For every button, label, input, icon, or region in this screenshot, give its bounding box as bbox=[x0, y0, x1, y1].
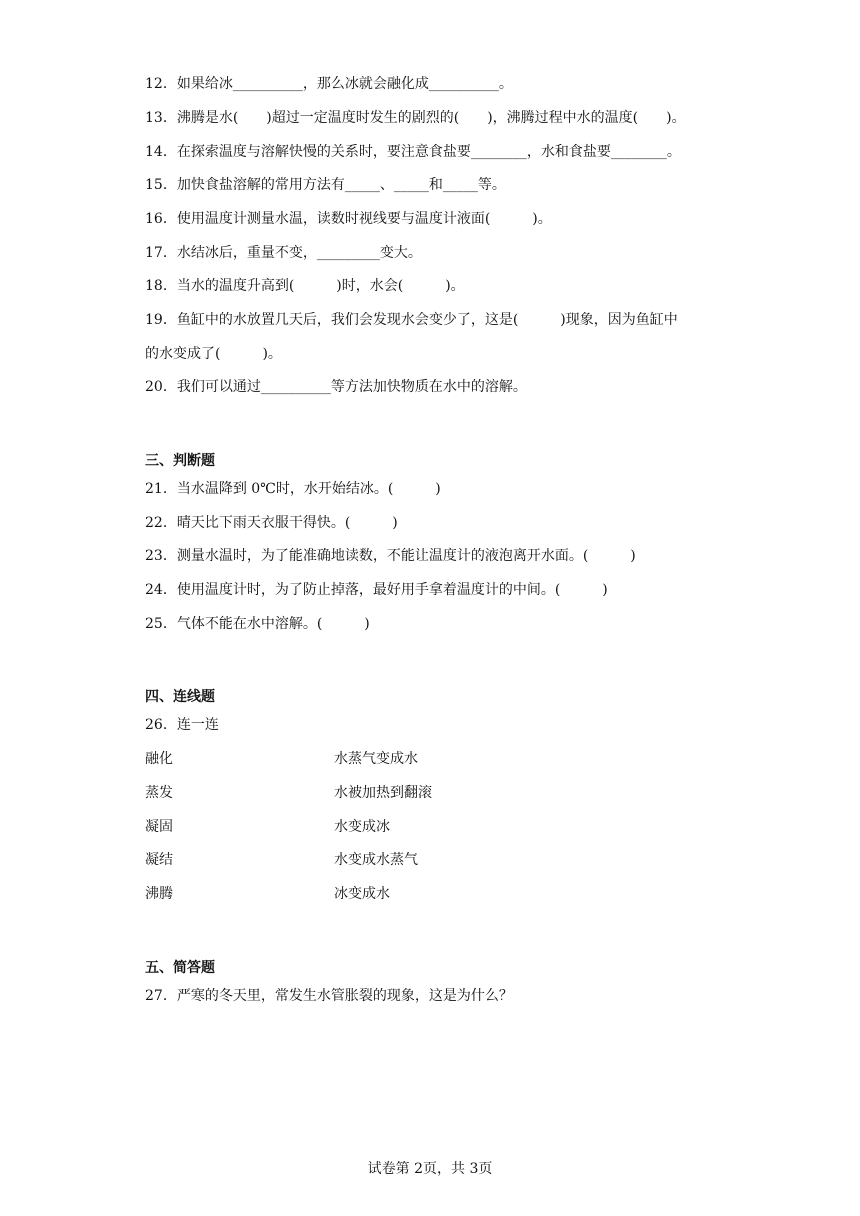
page-footer: 试卷第 2页，共 3页 bbox=[367, 1161, 493, 1177]
question-20: 20．我们可以通过__________等方法加快物质在水中的溶解。 bbox=[145, 379, 527, 395]
question-16: 16．使用温度计测量水温，读数时视线要与温度计液面( )。 bbox=[145, 211, 552, 227]
section-5-title: 五、简答题 bbox=[145, 960, 215, 976]
match-right-item: 水被加热到翻滚 bbox=[334, 785, 432, 801]
question-26: 26．连一连 bbox=[145, 717, 219, 733]
question-14: 14．在探索温度与溶解快慢的关系时，要注意食盐要________，水和食盐要________。 bbox=[145, 144, 681, 160]
question-25: 25．气体不能在水中溶解。( ) bbox=[145, 616, 370, 632]
question-27: 27．严寒的冬天里，常发生水管胀裂的现象，这是为什么？ bbox=[145, 988, 513, 1004]
question-24: 24．使用温度计时，为了防止掉落，最好用手拿着温度计的中间。( ) bbox=[145, 582, 608, 598]
match-right-item: 水变成冰 bbox=[334, 819, 390, 835]
question-18: 18．当水的温度升高到( )时，水会( )。 bbox=[145, 278, 465, 294]
match-right-item: 水蒸气变成水 bbox=[334, 751, 418, 767]
question-17: 17．水结冰后，重量不变，_________变大。 bbox=[145, 245, 422, 261]
match-left-item: 沸腾 bbox=[145, 886, 173, 902]
question-19-line-2: 的水变成了( )。 bbox=[145, 346, 282, 362]
question-13: 13．沸腾是水( )超过一定温度时发生的剧烈的( )，沸腾过程中水的温度( )。 bbox=[145, 110, 686, 126]
question-22: 22．晴天比下雨天衣服干得快。( ) bbox=[145, 515, 398, 531]
match-right-item: 冰变成水 bbox=[334, 886, 390, 902]
question-19-line-1: 19．鱼缸中的水放置几天后，我们会发现水会变少了，这是( )现象，因为鱼缸中 bbox=[145, 312, 678, 328]
match-left-item: 蒸发 bbox=[145, 785, 173, 801]
match-right-item: 水变成水蒸气 bbox=[334, 852, 418, 868]
match-left-item: 融化 bbox=[145, 751, 173, 767]
match-left-item: 凝固 bbox=[145, 819, 173, 835]
question-15: 15．加快食盐溶解的常用方法有_____、_____和_____等。 bbox=[145, 177, 506, 193]
question-12: 12．如果给冰__________，那么冰就会融化成__________。 bbox=[145, 76, 513, 92]
section-3-title: 三、判断题 bbox=[145, 453, 215, 469]
match-left-item: 凝结 bbox=[145, 852, 173, 868]
question-21: 21．当水温降到 0℃时，水开始结冰。( ) bbox=[145, 481, 441, 497]
question-23: 23．测量水温时，为了能准确地读数，不能让温度计的液泡离开水面。( ) bbox=[145, 548, 636, 564]
section-4-title: 四、连线题 bbox=[145, 689, 215, 705]
